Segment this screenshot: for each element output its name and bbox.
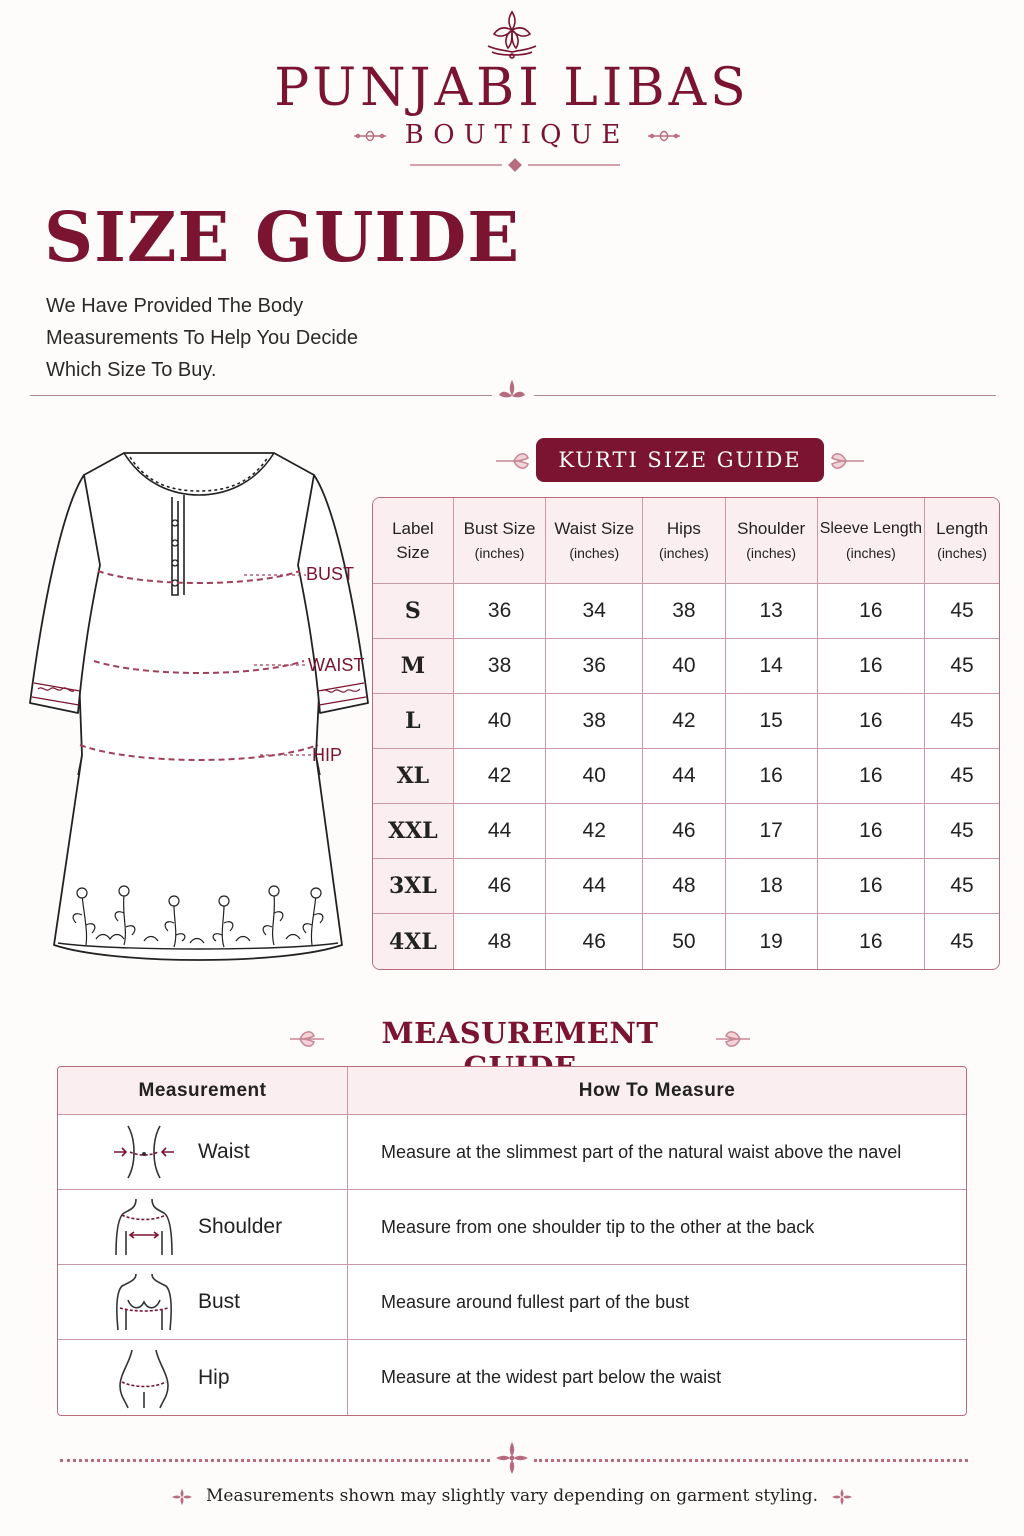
measurement-name: Shoulder <box>198 1215 283 1238</box>
brand-name: PUNJABI LIBAS <box>274 58 750 118</box>
shoulder-icon <box>108 1195 180 1259</box>
size-value-cell: 36 <box>546 639 643 694</box>
measurement-instruction: Measure from one shoulder tip to the other at the back <box>348 1190 966 1265</box>
size-label-cell: M <box>373 639 454 694</box>
size-value-cell: 45 <box>925 804 999 859</box>
size-label-cell: L <box>373 694 454 749</box>
measurement-guide-title: MEASUREMENT <box>381 1016 659 1050</box>
floral-bullet-icon <box>171 1488 193 1506</box>
size-value-cell: 50 <box>643 914 726 969</box>
size-value-cell: 38 <box>454 639 547 694</box>
intro-line: Which Size To Buy. <box>46 359 217 381</box>
size-label-cell: XXL <box>373 804 454 859</box>
size-value-cell: 40 <box>643 639 726 694</box>
size-label-cell: XL <box>373 749 454 804</box>
table-row <box>373 914 999 969</box>
floral-bullet-icon <box>831 1488 853 1506</box>
size-value-cell: 34 <box>546 584 643 639</box>
size-value-cell: 46 <box>546 914 643 969</box>
size-value-cell: 42 <box>454 749 547 804</box>
size-value-cell: 16 <box>818 749 926 804</box>
size-value-cell: 46 <box>454 859 547 914</box>
table-row <box>58 1115 966 1190</box>
measurement-instruction: Measure around fullest part of the bust <box>348 1265 966 1340</box>
kurti-size-table <box>372 497 1000 970</box>
column-header: Waist Size (inches) <box>546 498 643 584</box>
kurti-illustration <box>24 445 374 990</box>
size-value-cell: 45 <box>925 694 999 749</box>
column-header: Bust Size (inches) <box>454 498 547 584</box>
table-row <box>373 639 999 694</box>
column-header: Hips (inches) <box>643 498 726 584</box>
measurement-instruction: Measure at the slimmest part of the natural waist above the navel <box>348 1115 966 1190</box>
footnote <box>0 1486 1024 1506</box>
size-value-cell: 45 <box>950 929 974 953</box>
size-value-cell: 15 <box>726 694 818 749</box>
size-label-cell: 3XL <box>373 859 454 914</box>
footnote-text: Measurements shown may slightly vary depending on garment styling. <box>206 1486 818 1506</box>
size-value-cell: 40 <box>454 694 547 749</box>
measurement-name: Hip <box>198 1365 230 1389</box>
table-row <box>373 584 999 639</box>
intro-text <box>46 290 466 386</box>
measurement-guide-heading <box>286 1016 752 1060</box>
size-value-cell: 45 <box>925 749 999 804</box>
flourish-right-icon <box>714 1024 754 1054</box>
size-value-cell: 16 <box>818 584 926 639</box>
size-value-cell: 16 <box>818 804 926 859</box>
size-value-cell: 13 <box>726 584 818 639</box>
kurti-size-guide-title: KURTI SIZE GUIDE <box>536 438 824 482</box>
floral-ornament-icon <box>494 1440 530 1476</box>
table-row <box>373 859 999 914</box>
table-row <box>373 749 999 804</box>
bust-icon <box>108 1270 180 1334</box>
underline-ornament-icon <box>410 158 620 172</box>
size-value-cell: 44 <box>546 859 643 914</box>
measurement-guide-table <box>57 1066 967 1416</box>
page-title: SIZE GUIDE <box>44 198 521 278</box>
intro-line: Measurements To Help You Decide <box>46 327 359 349</box>
measurement-name: Waist <box>198 1140 250 1163</box>
column-header-measurement: Measurement <box>58 1067 348 1115</box>
size-value-cell: 42 <box>546 804 643 859</box>
intro-line: We Have Provided The Body <box>46 295 304 317</box>
hip-icon <box>108 1346 180 1410</box>
size-value-cell: 16 <box>726 749 818 804</box>
table-row <box>58 1190 966 1265</box>
measurement-name: Bust <box>198 1290 241 1313</box>
size-value-cell: 48 <box>454 914 547 969</box>
size-value-cell: 44 <box>454 804 547 859</box>
flourish-left-icon <box>286 1024 326 1054</box>
size-value-cell: 48 <box>643 859 726 914</box>
kurti-size-guide-heading <box>494 438 870 484</box>
flourish-right-icon <box>830 446 866 476</box>
column-header: Shoulder (inches) <box>726 498 818 584</box>
size-value-cell: 45 <box>925 859 999 914</box>
table-header-row <box>58 1067 966 1115</box>
size-value-cell: 45 <box>925 639 999 694</box>
hip-label: HIP <box>312 745 343 765</box>
size-value-cell: 36 <box>454 584 547 639</box>
size-value-cell: 17 <box>726 804 818 859</box>
brand-subtitle: BOUTIQUE <box>404 120 630 150</box>
divider-right <box>534 395 996 396</box>
waist-icon <box>108 1120 180 1184</box>
lotus-divider-icon <box>496 378 528 402</box>
column-header: Length (inches) <box>925 498 999 584</box>
size-value-cell: 38 <box>643 584 726 639</box>
size-value-cell: 40 <box>546 749 643 804</box>
bust-label: BUST <box>306 564 355 584</box>
size-value-cell: 16 <box>818 914 926 969</box>
size-value-cell: 44 <box>643 749 726 804</box>
size-value-cell: 16 <box>818 694 926 749</box>
size-value-cell: 14 <box>726 639 818 694</box>
flourish-left-icon <box>352 126 388 146</box>
size-label-cell: 4XL <box>373 914 454 969</box>
table-row <box>58 1265 966 1340</box>
column-header: Label Size <box>373 498 454 584</box>
brand-subtitle-row <box>352 118 682 158</box>
table-row <box>373 804 999 859</box>
waist-label: WAIST <box>308 655 365 675</box>
lotus-ornament-icon <box>480 8 544 60</box>
size-value-cell: 19 <box>726 914 818 969</box>
dotted-divider-right <box>534 1459 968 1462</box>
size-value-cell: 45 <box>925 584 999 639</box>
table-header-row <box>373 498 999 584</box>
column-header-how: How To Measure <box>348 1067 966 1115</box>
size-value-cell: 46 <box>643 804 726 859</box>
size-value-cell: 42 <box>643 694 726 749</box>
table-row <box>58 1340 966 1415</box>
measurement-instruction: Measure at the widest part below the waist <box>381 1367 722 1387</box>
dotted-divider-left <box>60 1459 490 1462</box>
size-label-cell: S <box>373 584 454 639</box>
size-value-cell: 16 <box>818 859 926 914</box>
size-value-cell: 38 <box>546 694 643 749</box>
column-header: Sleeve Length (inches) <box>818 498 926 584</box>
flourish-right-icon <box>646 126 682 146</box>
divider-left <box>30 395 492 396</box>
table-row <box>373 694 999 749</box>
size-value-cell: 16 <box>818 639 926 694</box>
size-value-cell: 18 <box>726 859 818 914</box>
flourish-left-icon <box>494 446 530 476</box>
